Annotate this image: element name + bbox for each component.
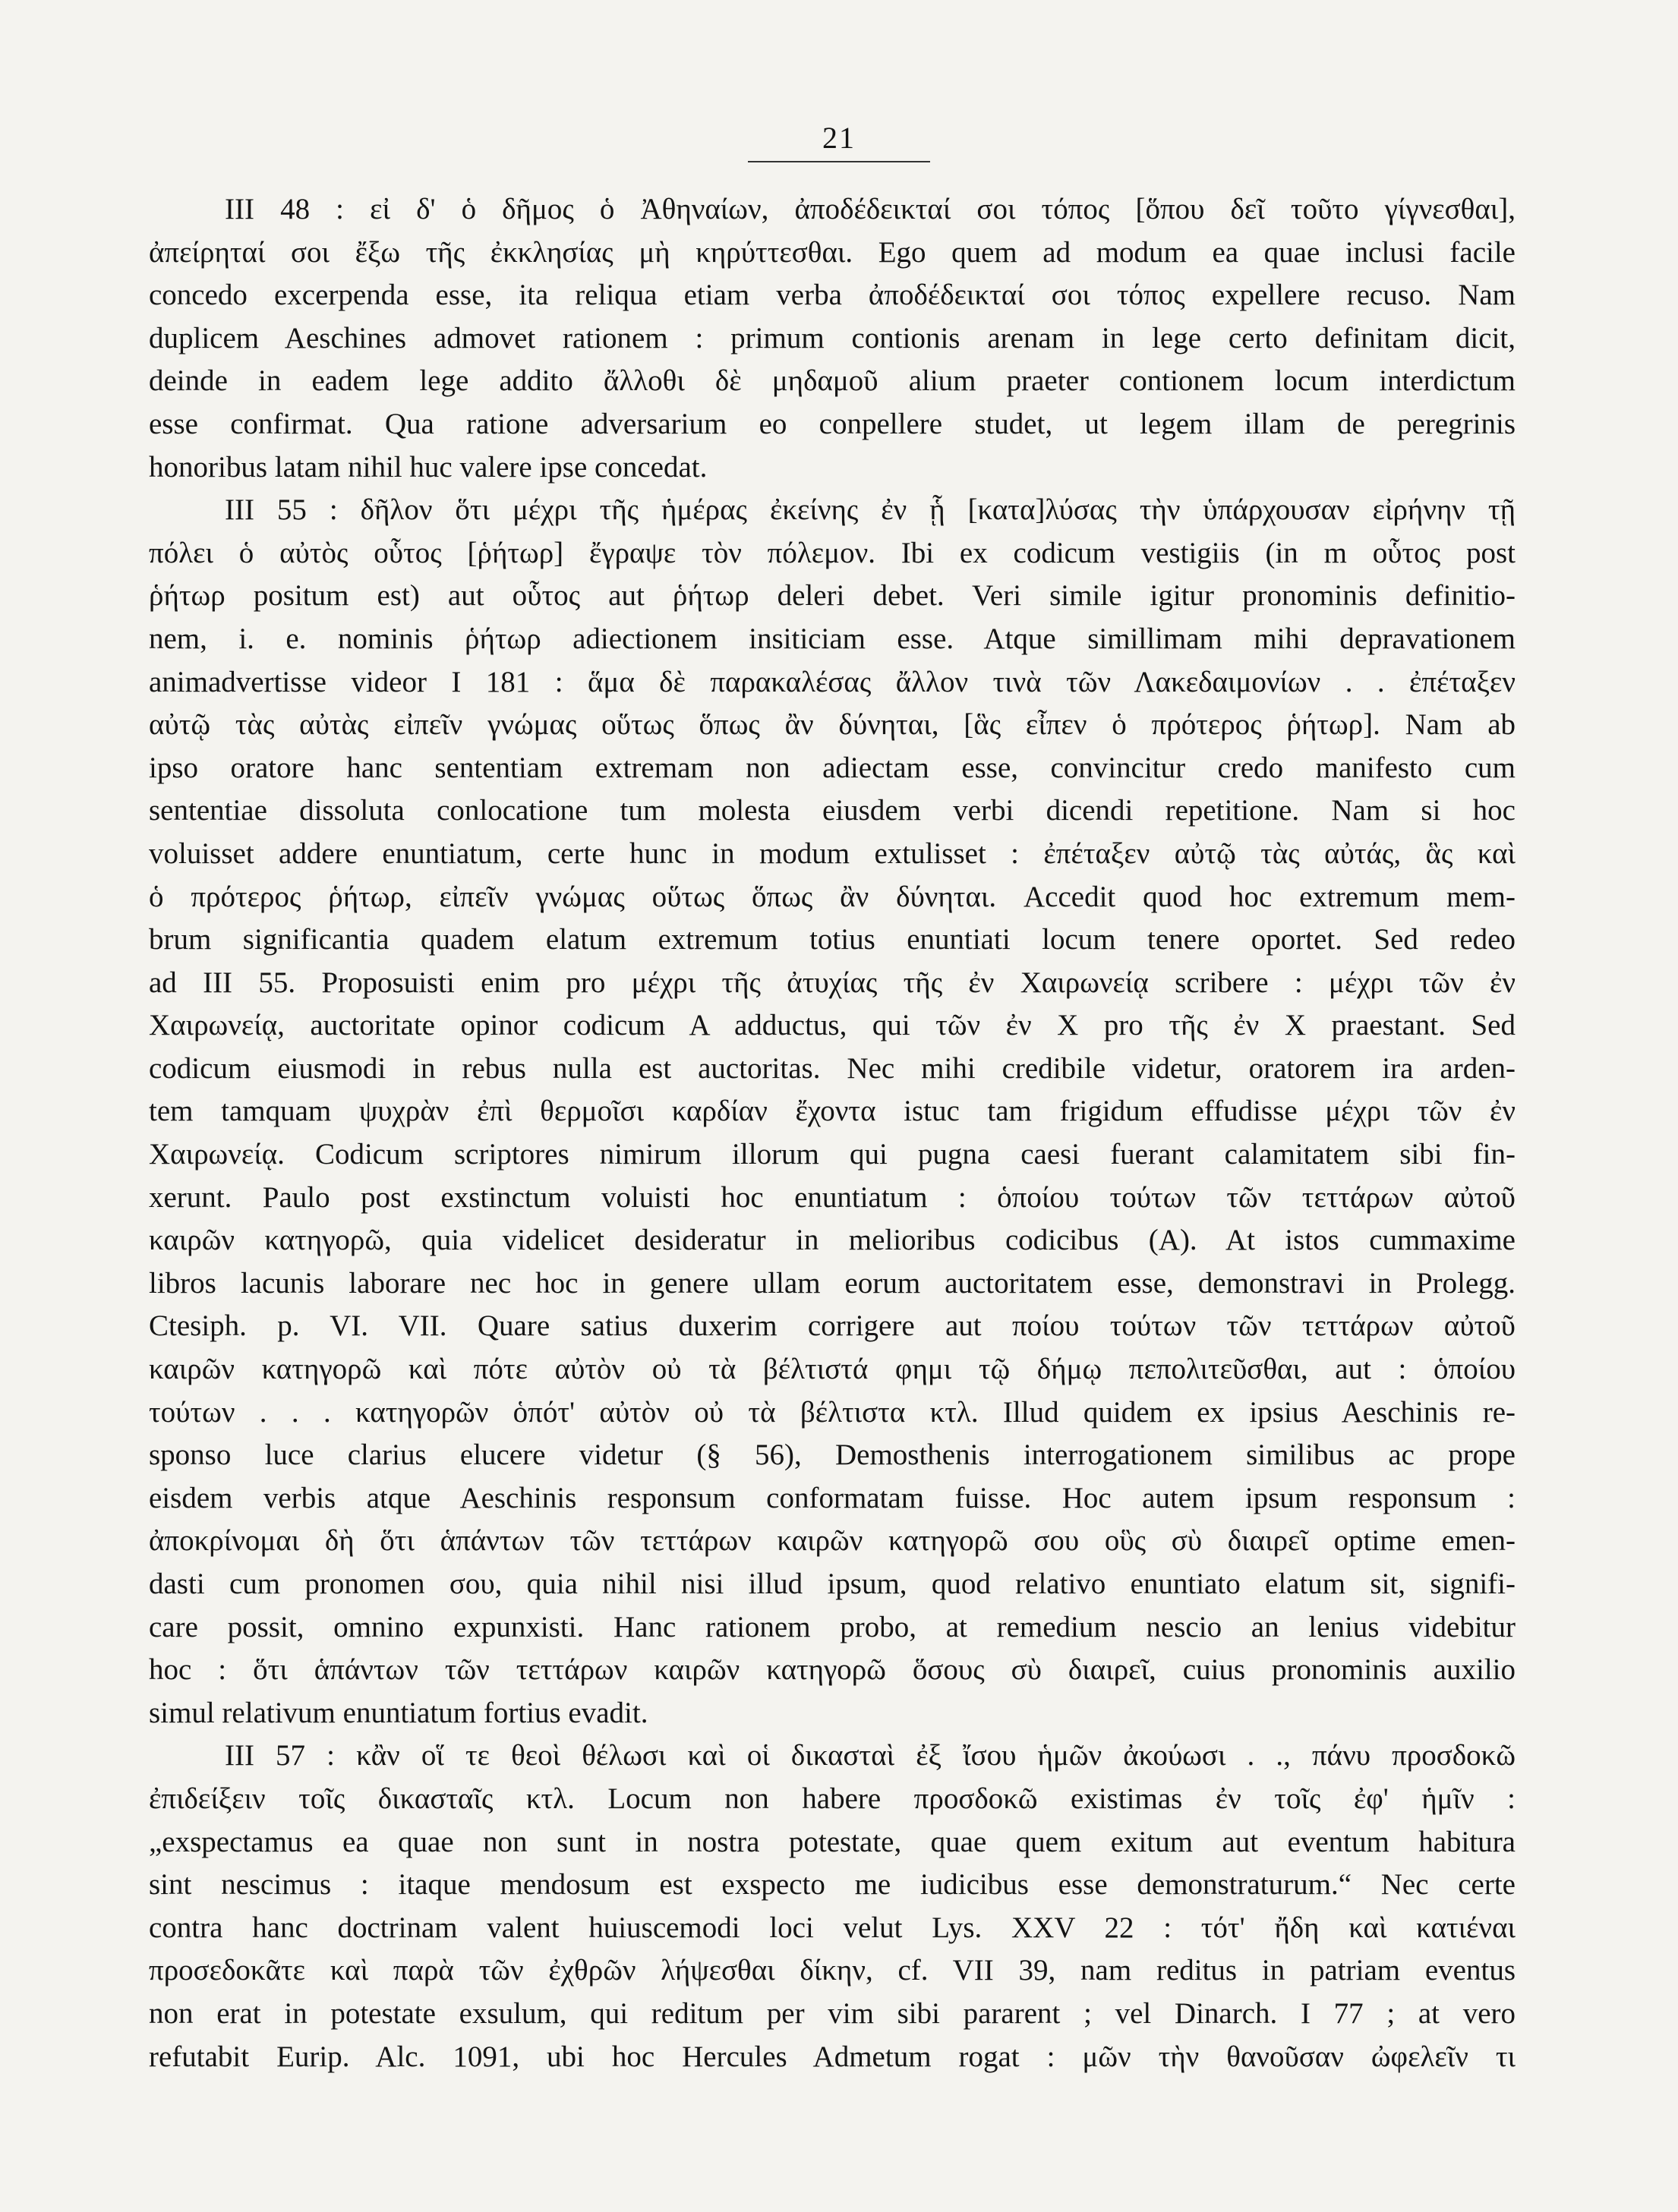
text-line: ῥήτωρ positum est) aut οὗτος aut ῥήτωρ deleri debet. Veri simile igitur pronominis definitio- [149, 579, 1516, 613]
header-rule [748, 161, 930, 162]
text-line: animadvertisse videor I 181 : ἅμα δὲ παρακαλέσας ἄλλον τινὰ τῶν Λακεδαιμονίων . . ἐπέταξεν [149, 665, 1516, 698]
text-line: care possit, omnino expunxisti. Hanc rationem probo, at remedium nescio an lenius videbitur [149, 1610, 1516, 1643]
text-line: „exspectamus ea quae non sunt in nostra potestate, quae quem exitum aut eventum habitura [149, 1825, 1516, 1858]
text-line: Ctesiph. p. VI. VII. Quare satius duxerim corrigere aut ποίου τούτων τῶν τεττάρων αὐτοῦ [149, 1309, 1516, 1343]
text-line: simul relativum enuntiatum fortius evadit. [149, 1696, 648, 1729]
text-line: sententiae dissoluta conlocatione tum molesta eiusdem verbi dicendi repetitione. Nam si hoc [149, 794, 1516, 827]
text-line: deinde in eadem lege addito ἄλλοθι δὲ μηδαμοῦ alium praeter contionem locum interdictum [149, 364, 1516, 398]
text-line: voluisset addere enuntiatum, certe hunc in modum extulisset : ἐπέταξεν αὐτῷ τὰς αὐτάς, ἃς καὶ [149, 837, 1516, 870]
page-number: 21 [822, 121, 856, 155]
text-line: contra hanc doctrinam valent huiuscemodi loci velut Lys. XXV 22 : τότ' ἤδη καὶ κατιέναι [149, 1911, 1516, 1944]
text-line: καιρῶν κατηγορῶ, quia videlicet desideratur in melioribus codicibus (A). At istos cummaxime [149, 1224, 1516, 1257]
text-line: ἀποκρίνομαι δὴ ὅτι ἁπάντων τῶν τεττάρων καιρῶν κατηγορῶ σου οὓς σὺ διαιρεῖ optime emen- [149, 1524, 1516, 1558]
text-line: προσεδοκᾶτε καὶ παρὰ τῶν ἐχθρῶν λήψεσθαι δίκην, cf. VII 39, nam reditus in patriam eventus [149, 1954, 1516, 1987]
text-line: nem, i. e. nominis ῥήτωρ adiectionem insiticiam esse. Atque simillimam mihi depravationem [149, 622, 1516, 655]
text-line: dasti cum pronomen σου, quia nihil nisi illud ipsum, quod relativo enuntiato elatum sit, signifi- [149, 1568, 1516, 1600]
text-line: αὐτῷ τὰς αὐτὰς εἰπεῖν γνώμας οὕτως ὅπως ἂν δύνηται, [ἃς εἶπεν ὁ πρότερος ῥήτωρ]. Nam ab [149, 708, 1516, 742]
text-line: ad III 55. Proposuisti enim pro μέχρι τῆς ἀτυχίας τῆς ἐν Χαιρωνείᾳ scribere : μέχρι τῶν ἐν [149, 966, 1516, 999]
text-line: ἐπιδείξειν τοῖς δικασταῖς κτλ. Locum non habere προσδοκῶ existimas ἐν τοῖς ἐφ' ἡμῖν : [149, 1782, 1516, 1815]
text-line: codicum eiusmodi in rebus nulla est auctoritas. Nec mihi credibile videtur, oratorem ira arden- [149, 1051, 1516, 1085]
text-line: non erat in potestate exsulum, qui reditum per vim sibi pararent ; vel Dinarch. I 77 ; at vero [149, 1996, 1516, 2030]
text-line: Χαιρωνείᾳ, auctoritate opinor codicum A adductus, qui τῶν ἐν Χ pro τῆς ἐν Χ praestant. Sed [149, 1009, 1516, 1042]
text-line: καιρῶν κατηγορῶ καὶ πότε αὐτὸν οὐ τὰ βέλτιστά φημι τῷ δήμῳ πεπολιτεῦσθαι, aut : ὁποίου [149, 1353, 1516, 1386]
text-line: eisdem verbis atque Aeschinis responsum conformatam fuisse. Hoc autem ipsum responsum : [149, 1481, 1516, 1514]
text-line: honoribus latam nihil huc valere ipse concedat. [149, 450, 708, 484]
text-line: sponso luce clarius elucere videtur (§ 56), Demosthenis interrogationem similibus ac prope [149, 1438, 1516, 1472]
text-line: concedo excerpenda esse, ita reliqua etiam verba ἀποδέδεικταί σοι τόπος expellere recuso. Nam [149, 279, 1516, 312]
text-line: ἀπείρηταί σοι ἔξω τῆς ἐκκλησίας μὴ κηρύττεσθαι. Ego quem ad modum ea quae inclusi facile [149, 235, 1516, 269]
text-line: hoc : ὅτι ἁπάντων τῶν τεττάρων καιρῶν κατηγορῶ ὅσους σὺ διαιρεῖ, cuius pronominis auxilio [149, 1653, 1516, 1687]
body-text [149, 188, 1516, 2078]
text-line: refutabit Eurip. Alc. 1091, ubi hoc Hercules Admetum rogat : μῶν τὴν θανοῦσαν ὠφελεῖν τι [149, 2040, 1516, 2073]
text-line: libros lacunis laborare nec hoc in genere ullam eorum auctoritatem esse, demonstravi in Prolegg. [149, 1266, 1516, 1300]
text-line: ipso oratore hanc sententiam extremam non adiectam esse, convincitur credo manifesto cum [149, 751, 1516, 784]
text-line: ὁ πρότερος ῥήτωρ, εἰπεῖν γνώμας οὕτως ὅπως ἂν δύνηται. Accedit quod hoc extremum mem- [149, 880, 1516, 913]
text-line: brum significantia quadem elatum extremum totius enuntiati locum tenere oportet. Sed redeo [149, 923, 1516, 956]
text-line: duplicem Aeschines admovet rationem : primum contionis arenam in lege certo definitam dicit, [149, 321, 1516, 354]
text-line: τούτων . . . κατηγορῶν ὁπότ' αὐτὸν οὐ τὰ βέλτιστα κτλ. Illud quidem ex ipsius Aeschinis re- [149, 1395, 1516, 1429]
text-line: sint nescimus : itaque mendosum est exspecto me iudicibus esse demonstraturum.“ Nec certe [149, 1868, 1516, 1902]
text-line: tem tamquam ψυχρὰν ἐπὶ θερμοῖσι καρδίαν ἔχοντα istuc tam frigidum effudisse μέχρι τῶν ἐν [149, 1095, 1516, 1128]
text-line: πόλει ὁ αὐτὸς οὗτος [ῥήτωρ] ἔγραψε τὸν πόλεμον. Ibi ex codicum vestigiis (in m οὗτος post [149, 536, 1516, 569]
text-line: Χαιρωνείᾳ. Codicum scriptores nimirum illorum qui pugna caesi fuerant calamitatem sibi fin- [149, 1138, 1516, 1171]
text-line: III 48 : εἰ δ' ὁ δῆμος ὁ Ἀθηναίων, ἀποδέδεικταί σοι τόπος [ὅπου δεῖ τοῦτο γίγνεσθαι], [225, 193, 1516, 225]
text-line: III 55 : δῆλον ὅτι μέχρι τῆς ἡμέρας ἐκείνης ἐν ᾗ [κατα]λύσας τὴν ὑπάρχουσαν εἰρήνην τῇ [225, 493, 1516, 527]
text-line: xerunt. Paulo post exstinctum voluisti hoc enuntiatum : ὁποίου τούτων τῶν τεττάρων αὐτοῦ [149, 1180, 1516, 1214]
text-line: esse confirmat. Qua ratione adversarium eo conpellere studet, ut legem illam de peregrinis [149, 407, 1516, 440]
text-line: III 57 : κἂν οἵ τε θεοὶ θέλωσι καὶ οἱ δικασταὶ ἐξ ἴσου ἡμῶν ἀκούωσι . ., πάνυ προσδοκῶ [225, 1739, 1516, 1772]
